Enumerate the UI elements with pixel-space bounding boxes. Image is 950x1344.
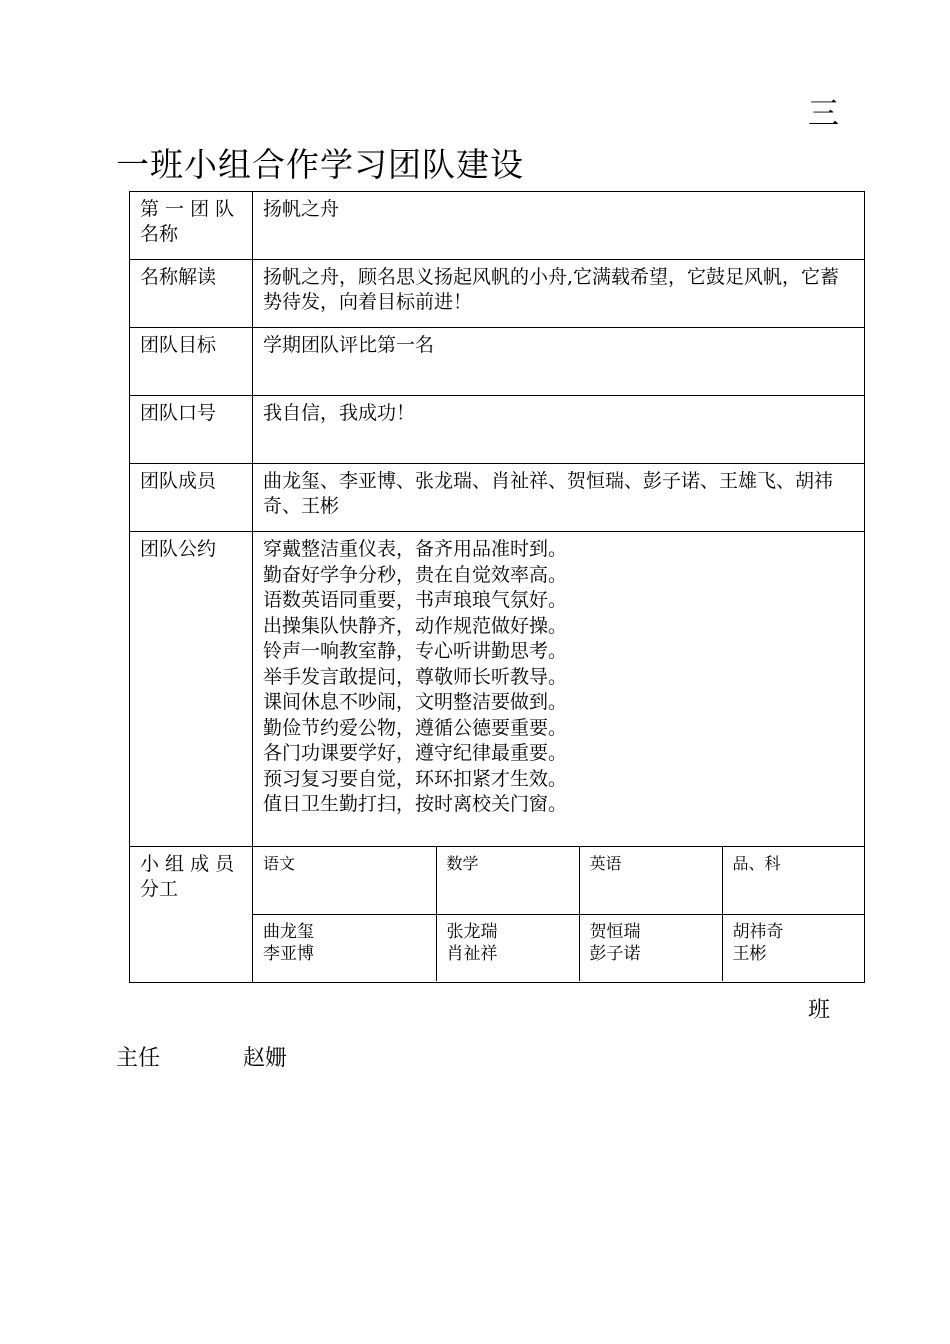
member-name: 彭子诺 [589,944,641,964]
member-name: 王彬 [732,944,767,964]
label-team-goal: 团队目标 [130,328,253,396]
row-division [130,847,865,983]
row-team-members [130,464,865,532]
member-name: 张龙瑞 [446,922,498,942]
rule-line: 出操集队快静齐，动作规范做好操。 [263,614,568,637]
rule-line: 语数英语同重要，书声琅琅气氛好。 [263,589,568,611]
subject-row [253,847,865,915]
member-name: 李亚博 [263,944,314,964]
team-table [129,191,865,983]
footer-teacher-name: 赵姗 [243,1046,288,1071]
member-cell [722,915,865,982]
subject-math: 数学 [436,847,579,915]
division-table [253,847,865,981]
page-title: 一班小组合作学习团队建设 [116,145,524,184]
label-division: 小 组 成 员 分工 [130,847,253,983]
member-name: 肖祉祥 [446,944,498,964]
value-team-name: 扬帆之舟 [253,192,865,260]
label-name-meaning: 名称解读 [130,260,253,328]
value-team-rules [253,532,865,847]
member-name: 曲龙玺 [263,922,314,942]
label-team-rules: 团队公约 [130,532,253,847]
footer-class-suffix: 班 [808,998,831,1023]
label-team-slogan: 团队口号 [130,396,253,464]
rule-line: 勤奋好学争分秒，贵在自觉效率高。 [263,563,568,586]
subject-english: 英语 [579,847,722,915]
rule-line: 预习复习要自觉，环环扣紧才生效。 [263,767,568,790]
value-team-members: 曲龙玺、李亚博、张龙瑞、肖祉祥、贺恒瑞、彭子诺、王雄飞、胡祎奇、王彬 [253,464,865,532]
member-names-row [253,915,865,982]
member-cell [579,915,722,982]
division-cell [253,847,865,983]
rule-line: 铃声一响教室静，专心听讲勤思考。 [263,640,568,662]
subject-morality-science: 品、科 [722,847,865,915]
member-name: 贺恒瑞 [589,922,641,942]
title-tail: 三 [808,96,839,132]
label-team-name: 第 一 团 队 名称 [130,192,253,260]
rule-line: 勤俭节约爱公物，遵循公德要重要。 [263,716,568,739]
row-team-goal [130,328,865,396]
value-name-meaning: 扬帆之舟，顾名思义扬起风帆的小舟,它满载希望，它鼓足风帆，它蓄势待发，向着目标前进！ [253,260,865,328]
rule-line: 各门功课要学好，遵守纪律最重要。 [263,742,568,764]
member-name: 胡祎奇 [732,922,784,942]
rule-line: 课间休息不吵闹，文明整洁要做到。 [263,691,568,713]
member-cell [253,915,436,982]
member-cell [436,915,579,982]
rule-line: 穿戴整洁重仪表，备齐用品准时到。 [263,538,568,560]
footer-role: 主任 [116,1046,161,1071]
row-team-slogan [130,396,865,464]
value-team-goal: 学期团队评比第一名 [253,328,865,396]
row-team-rules [130,532,865,847]
rule-line: 值日卫生勤打扫，按时离校关门窗。 [263,793,568,815]
row-team-name [130,192,865,260]
rule-line: 举手发言敢提问，尊敬师长听教导。 [263,665,568,688]
label-team-members: 团队成员 [130,464,253,532]
value-team-slogan: 我自信，我成功！ [253,396,865,464]
row-name-meaning [130,260,865,328]
subject-chinese: 语文 [253,847,436,915]
